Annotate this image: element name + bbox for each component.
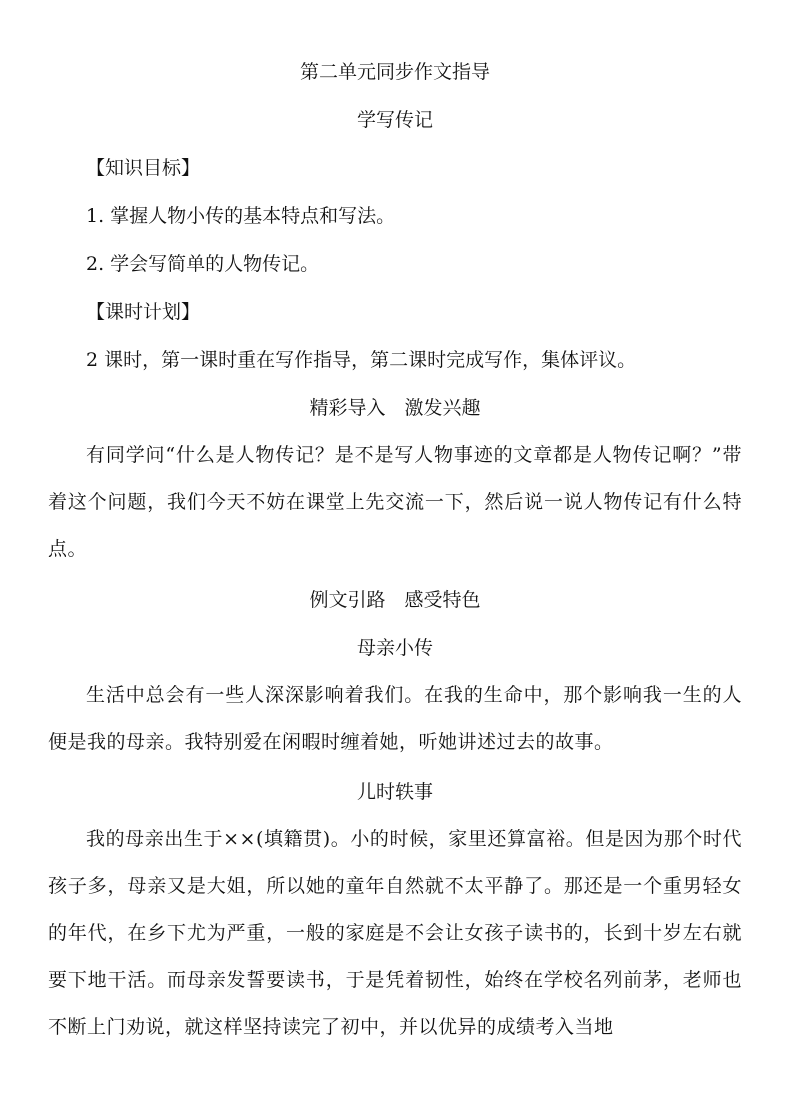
goal-item-2: 2. 学会写简单的人物传记。 (86, 253, 320, 275)
schedule-heading: 【课时计划】 (86, 301, 201, 323)
section-heading-intro: 精彩导入 激发兴趣 (309, 397, 481, 419)
example-body-paragraph: 我的母亲出生于××(填籍贯)。小的时候，家里还算富裕。但是因为那个时代孩子多，母亲又是大姐，所以她的童年自然就不太平静了。那还是一个重男轻女的年代，在乡下尤为严重，一般的家庭是不会让女孩子读书的，长到十岁左右就要下地干活。而母亲发誓要读书，于是凭着韧性，始终在学校名列前茅，老师也不断上门劝说，就这样坚持读完了初中，并以优异的成绩考入当地 (48, 828, 742, 1038)
example-sub-heading: 儿时轶事 (356, 781, 433, 803)
example-intro-paragraph: 生活中总会有一些人深深影响着我们。在我的生命中，那个影响我一生的人便是我的母亲。我特别爱在闲暇时缠着她，听她讲述过去的故事。 (48, 684, 742, 753)
example-title: 母亲小传 (356, 637, 433, 659)
goal-item-1: 1. 掌握人物小传的基本特点和写法。 (86, 205, 396, 227)
document-subtitle: 学写传记 (356, 109, 433, 131)
knowledge-heading: 【知识目标】 (86, 157, 201, 179)
intro-paragraph: 有同学问“什么是人物传记？是不是写人物事迹的文章都是人物传记啊？”带着这个问题，我们今天不妨在课堂上先交流一下，然后说一说人物传记有什么特点。 (48, 444, 742, 560)
schedule-text: 2 课时，第一课时重在写作指导，第二课时完成写作，集体评议。 (86, 349, 637, 371)
section-heading-example: 例文引路 感受特色 (309, 589, 481, 611)
document-title: 第二单元同步作文指导 (299, 61, 490, 83)
